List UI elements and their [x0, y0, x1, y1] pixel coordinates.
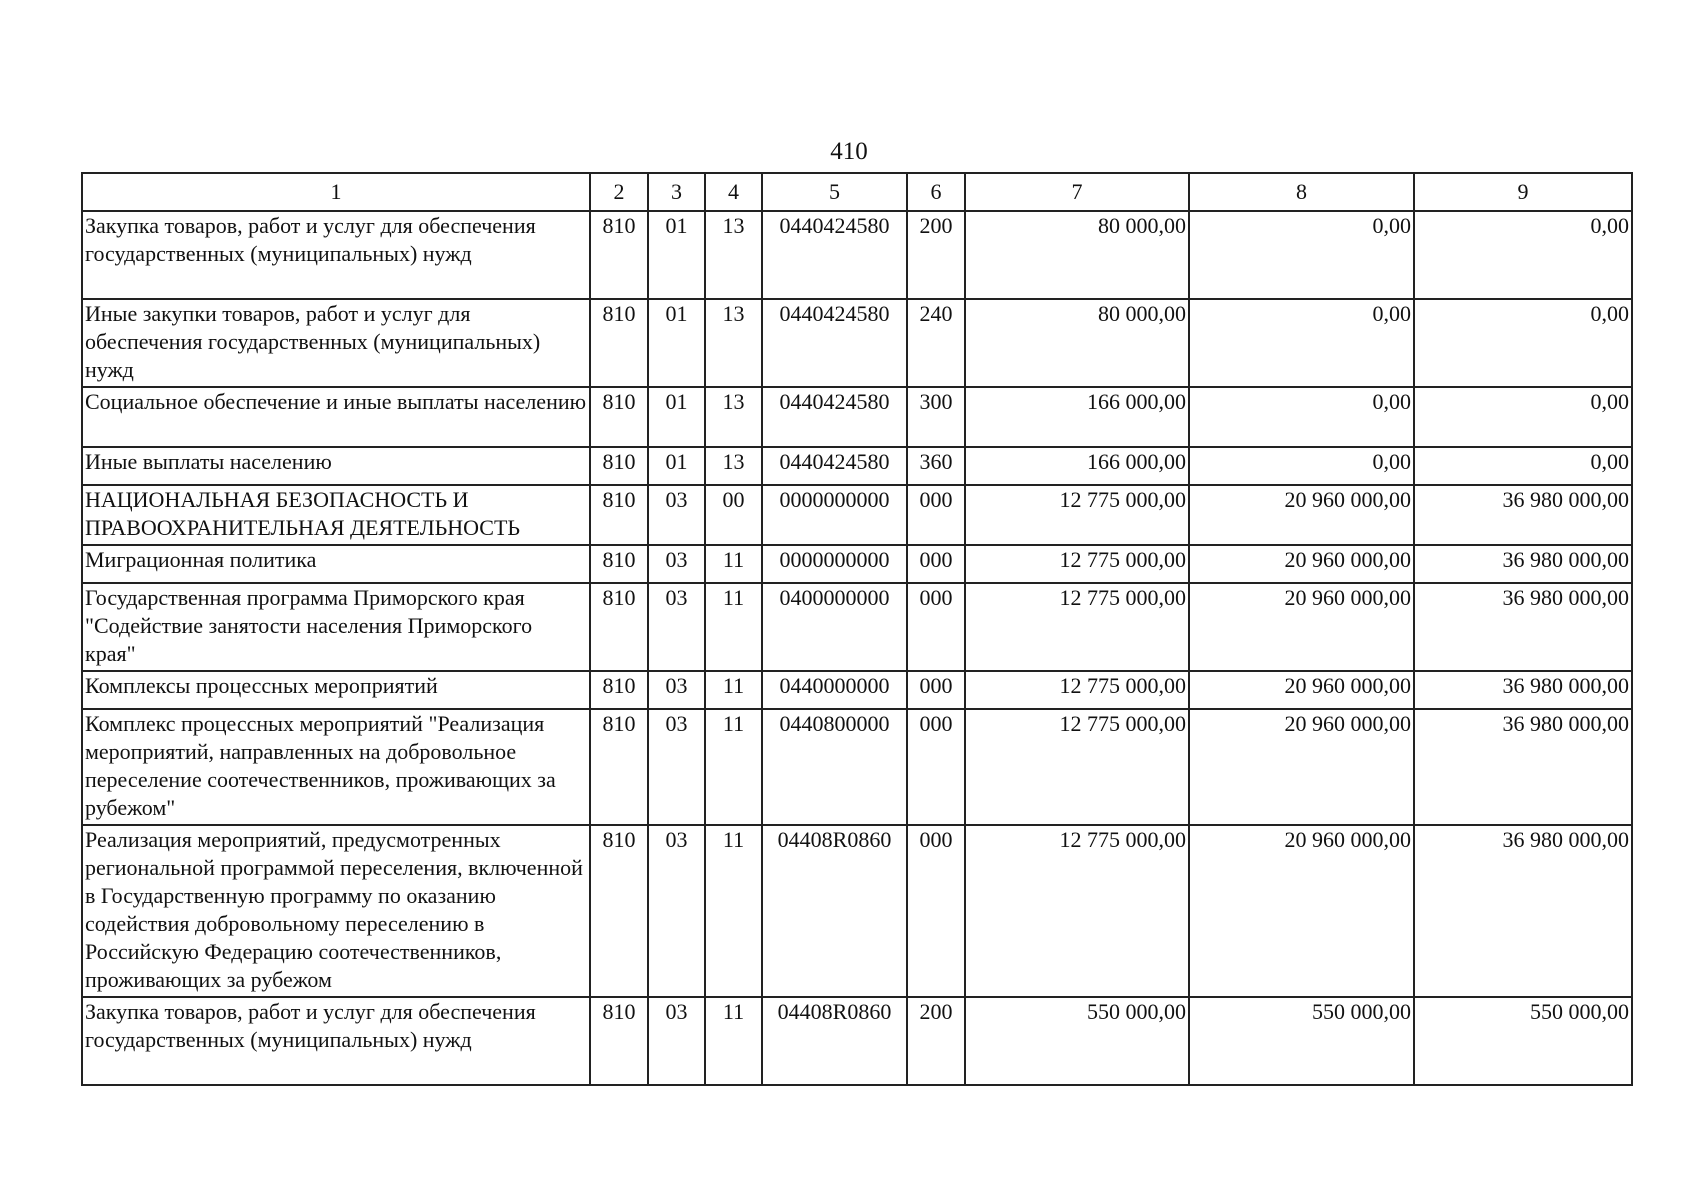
cell-amount-7: 12 775 000,00 [965, 709, 1189, 825]
table-row [82, 825, 1632, 997]
cell-amount-7: 12 775 000,00 [965, 583, 1189, 671]
cell-code-2: 810 [590, 211, 648, 299]
table-row [82, 583, 1632, 671]
table-row [82, 387, 1632, 447]
cell-code-5: 04408R0860 [762, 997, 907, 1085]
cell-amount-7: 166 000,00 [965, 447, 1189, 485]
row-name: Комплексы процессных мероприятий [82, 671, 590, 709]
cell-amount-8: 0,00 [1189, 211, 1414, 299]
cell-code-2: 810 [590, 545, 648, 583]
cell-code-2: 810 [590, 997, 648, 1085]
cell-code-2: 810 [590, 671, 648, 709]
cell-amount-9: 36 980 000,00 [1414, 485, 1632, 545]
table-row [82, 671, 1632, 709]
cell-code-2: 810 [590, 485, 648, 545]
page-number: 410 [830, 138, 868, 165]
row-name: Социальное обеспечение и иные выплаты населению [82, 387, 590, 447]
column-header: 1 [82, 173, 590, 211]
cell-amount-9: 0,00 [1414, 387, 1632, 447]
cell-amount-9: 36 980 000,00 [1414, 709, 1632, 825]
cell-code-6: 240 [907, 299, 965, 387]
cell-amount-7: 550 000,00 [965, 997, 1189, 1085]
cell-code-5: 0440424580 [762, 447, 907, 485]
cell-code-6: 200 [907, 211, 965, 299]
cell-amount-7: 80 000,00 [965, 211, 1189, 299]
column-header: 9 [1414, 173, 1632, 211]
cell-code-5: 0000000000 [762, 485, 907, 545]
cell-code-5: 0440800000 [762, 709, 907, 825]
cell-code-2: 810 [590, 447, 648, 485]
cell-amount-9: 0,00 [1414, 447, 1632, 485]
table-row [82, 709, 1632, 825]
cell-amount-8: 0,00 [1189, 387, 1414, 447]
cell-code-6: 000 [907, 545, 965, 583]
cell-code-3: 03 [648, 545, 705, 583]
table-row [82, 997, 1632, 1085]
cell-code-6: 000 [907, 671, 965, 709]
row-name: Реализация мероприятий, предусмотренных региональной программой переселения, включенной в Государственную программу по оказанию содействия добровольному переселению в Российскую Федерацию соотечественников, проживающих за рубежом [82, 825, 590, 997]
cell-code-2: 810 [590, 583, 648, 671]
cell-code-4: 13 [705, 387, 762, 447]
cell-code-5: 0440424580 [762, 387, 907, 447]
column-header: 5 [762, 173, 907, 211]
cell-amount-8: 20 960 000,00 [1189, 545, 1414, 583]
table-row [82, 211, 1632, 299]
cell-amount-9: 0,00 [1414, 211, 1632, 299]
cell-code-2: 810 [590, 387, 648, 447]
cell-code-3: 03 [648, 997, 705, 1085]
cell-amount-8: 20 960 000,00 [1189, 709, 1414, 825]
cell-code-3: 03 [648, 709, 705, 825]
cell-code-3: 01 [648, 211, 705, 299]
row-name: Закупка товаров, работ и услуг для обеспечения государственных (муниципальных) нужд [82, 211, 590, 299]
cell-amount-7: 12 775 000,00 [965, 485, 1189, 545]
column-header: 4 [705, 173, 762, 211]
cell-amount-9: 36 980 000,00 [1414, 545, 1632, 583]
cell-code-4: 00 [705, 485, 762, 545]
row-name: Закупка товаров, работ и услуг для обеспечения государственных (муниципальных) нужд [82, 997, 590, 1085]
cell-code-5: 0440000000 [762, 671, 907, 709]
table-row [82, 299, 1632, 387]
cell-code-4: 11 [705, 583, 762, 671]
cell-amount-8: 550 000,00 [1189, 997, 1414, 1085]
header-row [82, 173, 1632, 211]
cell-code-5: 0440424580 [762, 211, 907, 299]
row-name: Иные закупки товаров, работ и услуг для обеспечения государственных (муниципальных) нужд [82, 299, 590, 387]
cell-code-6: 360 [907, 447, 965, 485]
cell-code-6: 000 [907, 485, 965, 545]
cell-code-2: 810 [590, 709, 648, 825]
cell-code-3: 01 [648, 299, 705, 387]
cell-amount-7: 166 000,00 [965, 387, 1189, 447]
column-header: 2 [590, 173, 648, 211]
cell-code-4: 11 [705, 997, 762, 1085]
cell-code-3: 03 [648, 583, 705, 671]
table-row [82, 545, 1632, 583]
row-name: Миграционная политика [82, 545, 590, 583]
column-header: 6 [907, 173, 965, 211]
cell-amount-8: 0,00 [1189, 447, 1414, 485]
column-header: 7 [965, 173, 1189, 211]
cell-amount-8: 0,00 [1189, 299, 1414, 387]
cell-code-4: 11 [705, 545, 762, 583]
cell-code-5: 0000000000 [762, 545, 907, 583]
cell-code-4: 11 [705, 671, 762, 709]
cell-code-5: 0440424580 [762, 299, 907, 387]
cell-code-4: 13 [705, 211, 762, 299]
cell-amount-8: 20 960 000,00 [1189, 485, 1414, 545]
row-name: Государственная программа Приморского края "Содействие занятости населения Приморского края" [82, 583, 590, 671]
cell-code-6: 000 [907, 583, 965, 671]
budget-table [81, 172, 1633, 1086]
cell-amount-7: 80 000,00 [965, 299, 1189, 387]
cell-code-3: 03 [648, 485, 705, 545]
cell-code-6: 300 [907, 387, 965, 447]
cell-amount-7: 12 775 000,00 [965, 545, 1189, 583]
row-name: НАЦИОНАЛЬНАЯ БЕЗОПАСНОСТЬ И ПРАВООХРАНИТЕЛЬНАЯ ДЕЯТЕЛЬНОСТЬ [82, 485, 590, 545]
cell-code-3: 01 [648, 387, 705, 447]
row-name: Иные выплаты населению [82, 447, 590, 485]
cell-code-2: 810 [590, 825, 648, 997]
cell-code-4: 11 [705, 825, 762, 997]
cell-code-6: 000 [907, 709, 965, 825]
cell-code-6: 200 [907, 997, 965, 1085]
cell-code-5: 04408R0860 [762, 825, 907, 997]
cell-amount-8: 20 960 000,00 [1189, 825, 1414, 997]
cell-code-4: 11 [705, 709, 762, 825]
cell-code-4: 13 [705, 447, 762, 485]
cell-amount-9: 550 000,00 [1414, 997, 1632, 1085]
cell-amount-8: 20 960 000,00 [1189, 671, 1414, 709]
cell-code-3: 03 [648, 671, 705, 709]
cell-code-3: 01 [648, 447, 705, 485]
cell-amount-9: 36 980 000,00 [1414, 671, 1632, 709]
cell-amount-9: 0,00 [1414, 299, 1632, 387]
cell-code-5: 0400000000 [762, 583, 907, 671]
row-name: Комплекс процессных мероприятий "Реализация мероприятий, направленных на добровольное переселение соотечественников, проживающих за рубежом" [82, 709, 590, 825]
cell-amount-8: 20 960 000,00 [1189, 583, 1414, 671]
column-header: 3 [648, 173, 705, 211]
cell-amount-9: 36 980 000,00 [1414, 825, 1632, 997]
column-header: 8 [1189, 173, 1414, 211]
table-row [82, 485, 1632, 545]
cell-amount-7: 12 775 000,00 [965, 825, 1189, 997]
cell-amount-9: 36 980 000,00 [1414, 583, 1632, 671]
cell-code-4: 13 [705, 299, 762, 387]
cell-code-3: 03 [648, 825, 705, 997]
table-row [82, 447, 1632, 485]
cell-code-2: 810 [590, 299, 648, 387]
cell-amount-7: 12 775 000,00 [965, 671, 1189, 709]
cell-code-6: 000 [907, 825, 965, 997]
